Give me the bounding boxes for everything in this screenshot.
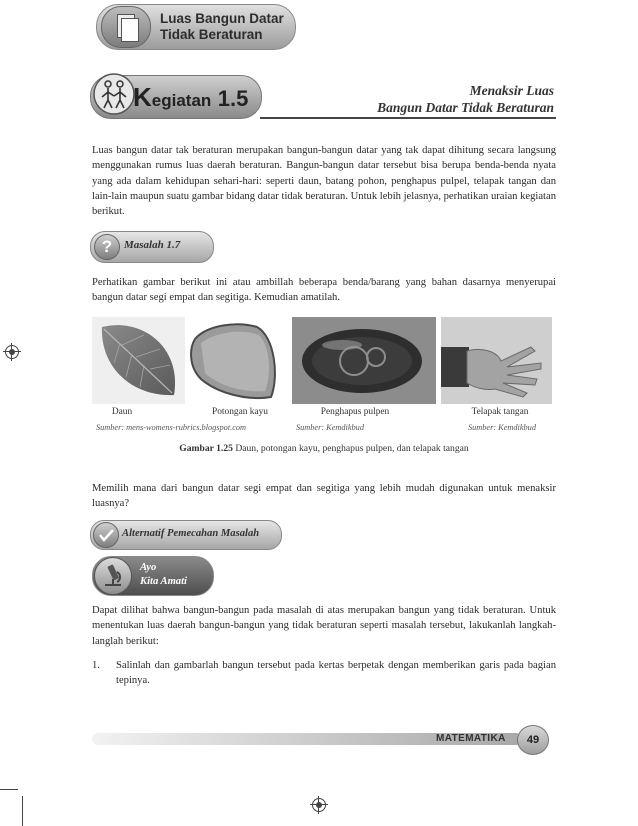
body-paragraph: Dapat dilihat bahwa bangun-bangun pada masalah di atas merupakan bangun yang tidak beraturan. Untuk menentukan luas daerah bangun-bangun yang tidak beraturan seperti masalah tersebut, lakukanlah langkah-langlah berikut: xyxy=(92,605,556,647)
figure-caption-hand: Telapak tangan xyxy=(471,407,529,417)
activity-label-rest: egiatan xyxy=(151,91,212,110)
activity-label xyxy=(133,82,248,113)
figure-source-eraser: Sumber: Kemdikbud xyxy=(296,423,364,432)
activity-label-k: K xyxy=(133,82,152,112)
footer-page-number: 49 xyxy=(517,725,549,755)
observe-label-line2: Kita Amati xyxy=(140,576,187,587)
activity-title-line1: Menaksir Luas xyxy=(469,83,554,98)
figure-source-leaf: Sumber: mens-womens-rubrics.blogspot.com xyxy=(96,423,247,432)
problem-label: Masalah 1.7 xyxy=(124,239,181,251)
figure-main-caption-label: Gambar 1.25 xyxy=(179,443,233,454)
banner-divider xyxy=(260,117,556,119)
activity-title xyxy=(377,82,554,116)
question-paragraph: Memilih mana dari bangun datar segi empat dan segitiga yang lebih mudah digunakan untuk menaksir luasnya? xyxy=(92,483,556,510)
alternative-label: Alternatif Pemecahan Masalah xyxy=(122,528,260,539)
figure-caption-eraser: Penghapus pulpen xyxy=(320,407,390,417)
registration-mark-bottom xyxy=(312,798,326,812)
figure-source-hand: Sumber: Kemdikbud xyxy=(468,423,536,432)
wood-piece-image xyxy=(187,317,283,404)
pen-eraser-image xyxy=(292,317,436,404)
crop-mark-h xyxy=(0,789,18,790)
document-icon xyxy=(101,6,151,48)
microscope-icon xyxy=(94,557,132,595)
section-title-line2: Tidak Beraturan xyxy=(160,27,263,42)
step-1-number: 1. xyxy=(92,660,100,671)
figure-caption-wood: Potongan kayu xyxy=(212,407,268,417)
figure-main-caption xyxy=(92,443,556,454)
activity-title-line2: Bangun Datar Tidak Beraturan xyxy=(377,100,554,115)
leaf-image xyxy=(92,317,185,404)
activity-number: 1.5 xyxy=(217,86,249,111)
crop-mark-v xyxy=(22,796,23,826)
section-title xyxy=(160,11,284,43)
intro-paragraph: Luas bangun datar tak beraturan merupakan bangun-bangun datar yang tak dapat dihitung secara langsung menggunakan rumus luas daerah beraturan. Bangun-bangun datar tersebut bisa berupa benda-benda nyata yang ada dalam kehidupan sehari-hari: seperti daun, batang pohon, penghapus pulpel, telapak tangan dan lain-lain maupun suatu gambar bidang datar tidak beraturan. Untuk lebih jelasnya, perhatikan uraian kegiatan berikut. xyxy=(92,145,556,218)
registration-mark-left xyxy=(5,345,19,359)
figure-caption-leaf: Daun xyxy=(111,407,133,417)
check-icon xyxy=(93,522,119,548)
footer-subject: MATEMATIKA xyxy=(436,733,506,744)
question-icon: ? xyxy=(94,234,120,260)
observe-label xyxy=(140,561,187,589)
observe-label-line1: Ayo xyxy=(140,562,157,573)
hand-image xyxy=(441,317,552,404)
people-icon xyxy=(92,72,136,116)
step-1-text: Salinlah dan gambarlah bangun tersebut pada kertas berpetak dengan memberikan garis pada bagian tepinya. xyxy=(116,660,556,687)
problem-paragraph: Perhatikan gambar berikut ini atau ambillah beberapa benda/barang yang bahan dasarnya menyerupai bangun datar segi empat dan segitiga. Kemudian amatilah. xyxy=(92,277,556,304)
figure-main-caption-text: Daun, potongan kayu, penghapus pulpen, dan telapak tangan xyxy=(232,443,469,454)
section-title-line1: Luas Bangun Datar xyxy=(160,11,284,26)
